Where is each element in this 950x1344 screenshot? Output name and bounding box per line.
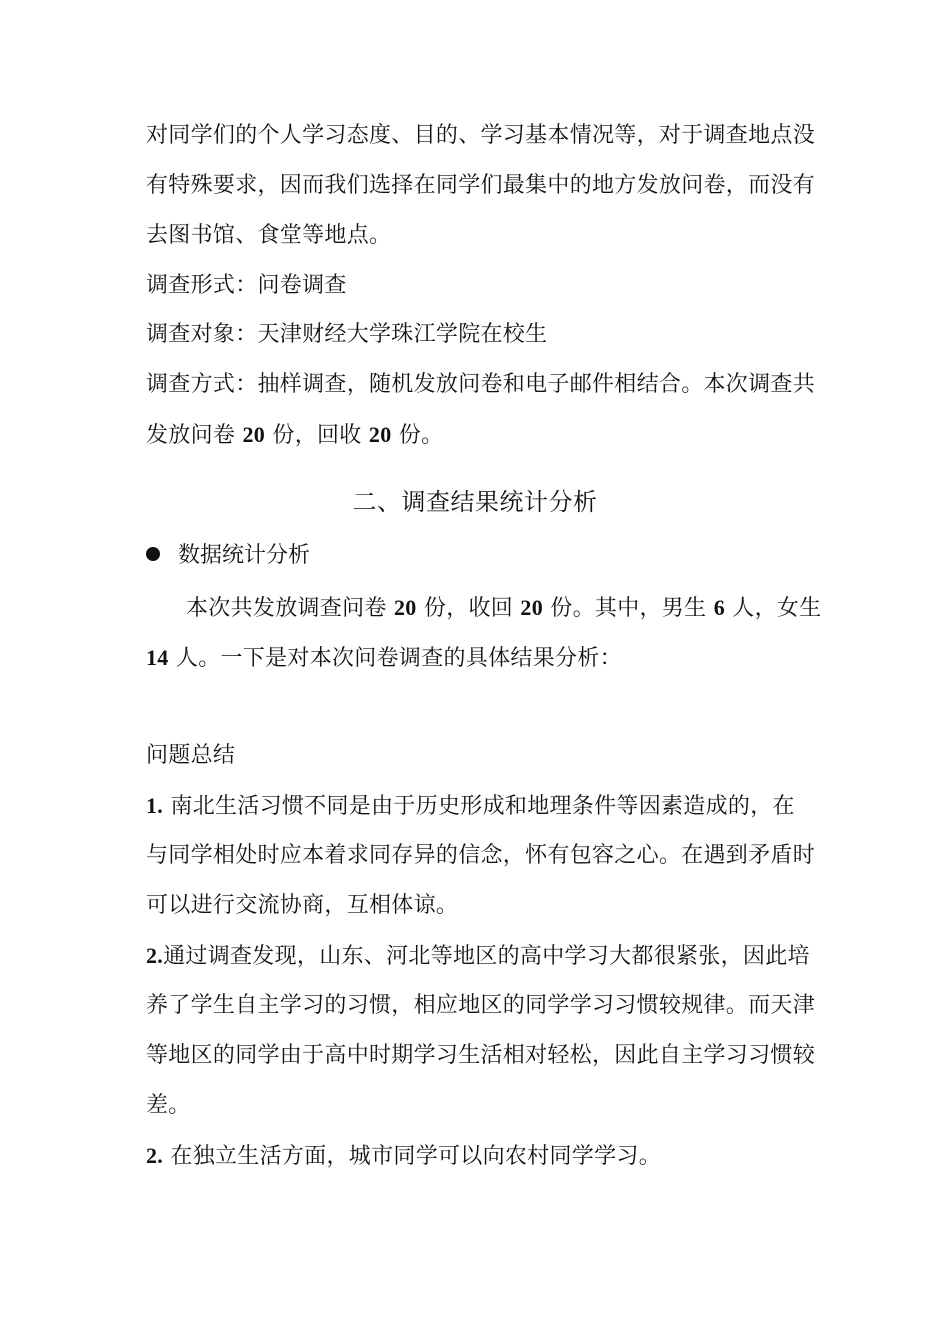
summary-item-1-line-2: 与同学相处时应本着求同存异的信念，怀有包容之心。在遇到矛盾时	[146, 843, 816, 868]
section-heading: 二、调查结果统计分析	[352, 488, 598, 516]
item-number: 2.	[146, 943, 164, 968]
summary-item-2-line-4: 差。	[146, 1093, 191, 1118]
stats-paragraph-line-1	[186, 593, 822, 624]
summary-item-2-line-3: 等地区的同学由于高中时期学习生活相对轻松，因此自主学习习惯较	[146, 1043, 816, 1068]
text-segment: 份。	[391, 423, 444, 448]
text-segment: 在独立生活方面，城市同学可以向农村同学学习。	[163, 1144, 662, 1169]
summary-item-2-line-2: 养了学生自主学习的习惯，相应地区的同学学习习惯较规律。而天津	[146, 993, 816, 1018]
text-segment: 南北生活习惯不同是由于历史形成和地理条件等因素造成的，在	[163, 794, 795, 819]
survey-method-line-1: 调查方式：抽样调查，随机发放问卷和电子邮件相结合。本次调查共	[146, 372, 816, 397]
summary-title: 问题总结	[146, 743, 236, 768]
intro-line-2: 有特殊要求，因而我们选择在同学们最集中的地方发放问卷，而没有	[146, 173, 816, 198]
item-number: 2.	[146, 1143, 164, 1168]
text-segment: 发放问卷	[146, 423, 243, 448]
item-number: 1.	[146, 793, 164, 818]
number-male: 6	[713, 595, 726, 620]
survey-method-line-2	[146, 420, 443, 451]
text-segment: 通过调查发现，山东、河北等地区的高中学习大都很紧张，因此培	[163, 944, 810, 969]
intro-line-3: 去图书馆、食堂等地点。	[146, 223, 392, 248]
text-segment: 份。其中，男生	[543, 596, 714, 621]
bullet-label: 数据统计分析	[178, 543, 311, 568]
summary-item-1-line-1	[146, 791, 795, 822]
survey-target: 调查对象：天津财经大学珠江学院在校生	[146, 322, 548, 347]
intro-line-1: 对同学们的个人学习态度、目的、学习基本情况等，对于调查地点没	[146, 123, 816, 148]
summary-item-1-line-3: 可以进行交流协商，互相体谅。	[146, 893, 459, 918]
bullet-dot-icon	[146, 547, 160, 561]
summary-item-3-line-1	[146, 1141, 661, 1172]
number-issued: 20	[242, 422, 266, 447]
text-segment: 人，女生	[725, 596, 822, 621]
bullet-item	[146, 541, 310, 571]
stats-paragraph-line-2	[146, 643, 622, 674]
number-collected: 20	[368, 422, 392, 447]
text-segment: 人。一下是对本次问卷调查的具体结果分析：	[168, 646, 622, 671]
number-collected: 20	[520, 595, 544, 620]
survey-form: 调查形式：问卷调查	[146, 273, 347, 298]
text-segment: 本次共发放调查问卷	[186, 596, 394, 621]
number-female: 14	[146, 645, 169, 670]
text-segment: 份，回收	[265, 423, 369, 448]
text-segment: 份，收回	[416, 596, 521, 621]
number-issued: 20	[394, 595, 417, 620]
summary-item-2-line-1	[146, 941, 810, 972]
